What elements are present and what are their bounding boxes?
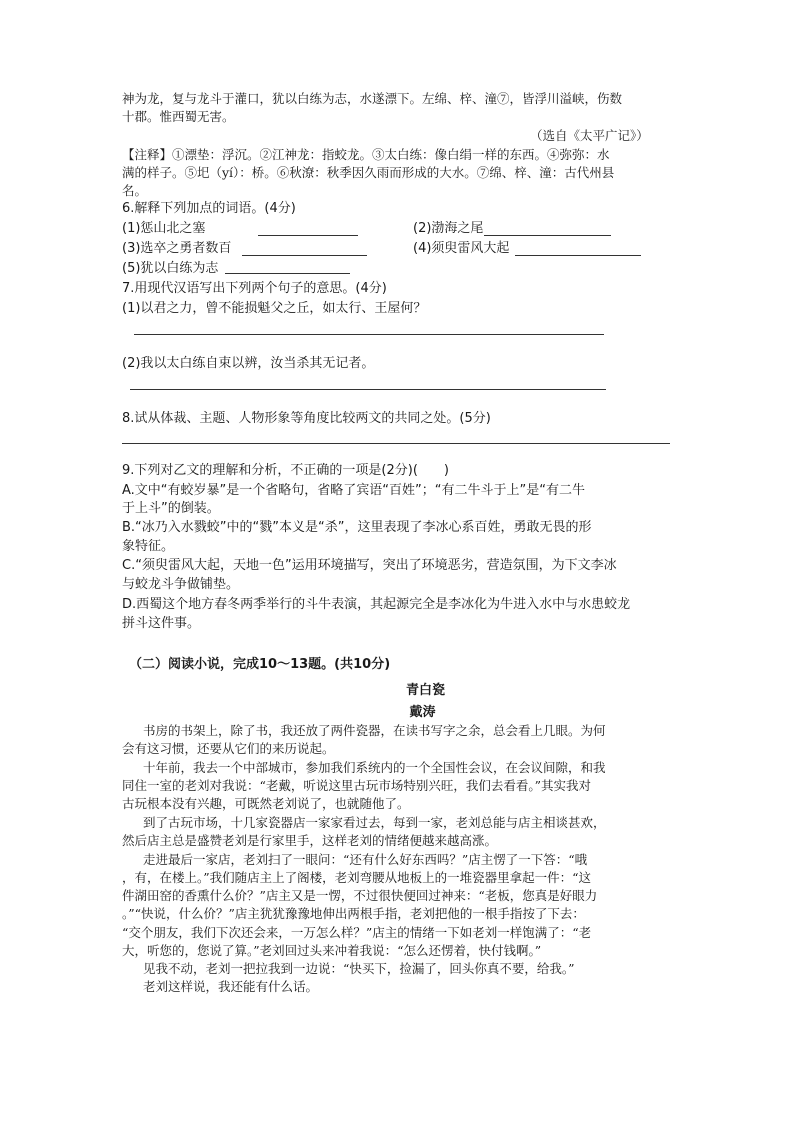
q9-title: 9.下列对乙文的理解和分析，不正确的一项是(2分)( ) bbox=[122, 463, 449, 478]
story-p2-line-1: 十年前，我去一个中部城市，参加我们系统内的一个全国性会议，在会议间隙，和我 bbox=[143, 760, 606, 775]
story-p4-line-5: “交个朋友，我们下次还会来，一万怎么样？”店主的情绪一下如老刘一样饱满了：“老 bbox=[122, 925, 592, 940]
q6-title: 6.解释下列加点的词语。(4分) bbox=[122, 201, 296, 216]
story-title: 青白瓷 bbox=[405, 683, 445, 698]
q9-option-a-line-1: A.文中“有蛟岁暴”是一个省略句，省略了宾语“百姓”；“有二牛斗于上”是“有二牛 bbox=[122, 483, 585, 498]
q9-option-c-line-1: C.“须臾雷风大起，天地一色”运用环境描写，突出了环境恶劣，营造氛围，为下文李冰 bbox=[122, 558, 617, 573]
story-p4-line-1: 走进最后一家店，老刘扫了一眼问：“还有什么好东西吗？”店主愣了一下答：“哦 bbox=[143, 852, 588, 867]
q7-answer-2-line[interactable] bbox=[130, 389, 606, 390]
q9-option-d-line-1: D.西蜀这个地方春冬两季举行的斗牛表演，其起源完全是李冰化为牛进入水中与水患蛟龙 bbox=[122, 597, 631, 612]
intro-line-1: 神为龙，复与龙斗于灌口，犹以白练为志，水遂漂下。左绵、梓、潼⑦，皆浮川溢峡，伤数 bbox=[122, 91, 623, 106]
q7-title: 7.用现代汉语写出下列两个句子的意思。(4分) bbox=[122, 281, 387, 296]
notes-line-1: 【注释】①漂垫：浮沉。②江神龙：指蛟龙。③太白练：像白绢一样的东西。④弥弥：水 bbox=[122, 147, 610, 162]
story-p1-line-1: 书房的书架上，除了书，我还放了两件瓷器，在读书写字之余，总会看上几眼。为何 bbox=[143, 723, 606, 738]
q7-answer-1-line[interactable] bbox=[134, 334, 604, 335]
notes-line-2: 满的样子。⑤圯（yí）：桥。⑥秋潦：秋季因久雨而形成的大水。⑦绵、梓、潼：古代州县 bbox=[122, 165, 615, 180]
section-2-heading: （二）阅读小说，完成10～13题。(共10分) bbox=[129, 657, 391, 672]
q6-item-3: (3)选卒之勇者数百 bbox=[122, 241, 232, 256]
story-p3-line-1: 到了古玩市场，十几家瓷器店一家家看过去，每到一家，老刘总能与店主相谈甚欢， bbox=[143, 815, 606, 830]
q8-answer-line[interactable] bbox=[122, 443, 670, 444]
source-citation: （选自《太平广记》） bbox=[530, 128, 649, 143]
q9-option-a-line-2: 于上斗”的倒装。 bbox=[122, 501, 220, 516]
q6-answer-3-blank[interactable] bbox=[242, 255, 367, 256]
q8-title: 8.试从体裁、主题、人物形象等角度比较两文的共同之处。(5分) bbox=[122, 411, 491, 426]
q6-answer-5-blank[interactable] bbox=[225, 273, 350, 274]
story-p2-line-2: 同住一室的老刘对我说：“老戴，听说这里古玩市场特别兴旺，我们去看看。”其实我对 bbox=[122, 778, 592, 793]
q6-answer-4-blank[interactable] bbox=[515, 255, 641, 256]
notes-line-3: 名。 bbox=[122, 183, 148, 198]
q9-option-b-line-1: B.“冰乃入水戮蛟”中的“戮”本义是“杀”，这里表现了李冰心系百姓，勇敢无畏的形 bbox=[122, 520, 592, 535]
story-p4-line-6: 大，听您的，您说了算。”老刘回过头来冲着我说：“怎么还愣着，快付钱啊。” bbox=[122, 943, 542, 958]
q6-item-5: (5)犹以白练为志 bbox=[122, 261, 219, 276]
story-p6: 老刘这样说，我还能有什么话。 bbox=[143, 979, 319, 994]
story-p1-line-2: 会有这习惯，还要从它们的来历说起。 bbox=[122, 741, 335, 756]
q9-option-d-line-2: 拼斗这件事。 bbox=[122, 616, 201, 631]
q7-sentence-2: (2)我以太白练自束以辨，汝当杀其无记者。 bbox=[122, 356, 375, 371]
q9-option-b-line-2: 象特征。 bbox=[122, 539, 175, 554]
q6-item-1: (1)惩山北之塞 bbox=[122, 221, 206, 236]
story-p2-line-3: 古玩根本没有兴趣，可既然老刘说了，也就随他了。 bbox=[122, 796, 410, 811]
q6-answer-2-blank[interactable] bbox=[484, 235, 611, 236]
q6-item-4: (4)须臾雷风大起 bbox=[413, 241, 510, 256]
story-author: 戴涛 bbox=[409, 705, 436, 720]
story-p4-line-4: 。”“快说，什么价？”店主犹犹豫豫地伸出两根手指，老刘把他的一根手指按了下去： bbox=[122, 906, 585, 921]
q6-answer-1-blank[interactable] bbox=[258, 235, 358, 236]
story-p3-line-2: 然后店主总是盛赞老刘是行家里手，这样老刘的情绪便越来越高涨。 bbox=[122, 833, 498, 848]
q7-sentence-1: (1)以君之力，曾不能损魁父之丘，如太行、王屋何？ bbox=[122, 301, 427, 316]
q6-item-2: (2)渤海之尾 bbox=[413, 221, 484, 236]
q9-option-c-line-2: 与蛟龙斗争做铺垫。 bbox=[122, 577, 240, 592]
story-p5: 见我不动，老刘一把拉我到一边说：“快买下，捡漏了，回头你真不要，给我。” bbox=[143, 961, 575, 976]
story-p4-line-2: ，有，在楼上。”我们随店主上了阁楼，老刘弯腰从地板上的一堆瓷器里拿起一件：“这 bbox=[122, 870, 592, 885]
intro-line-2: 十郡。惟西蜀无害。 bbox=[122, 109, 235, 124]
story-p4-line-3: 件湖田窑的香熏什么价？”店主又是一愣，不过很快便回过神来：“老板，您真是好眼力 bbox=[122, 888, 598, 903]
